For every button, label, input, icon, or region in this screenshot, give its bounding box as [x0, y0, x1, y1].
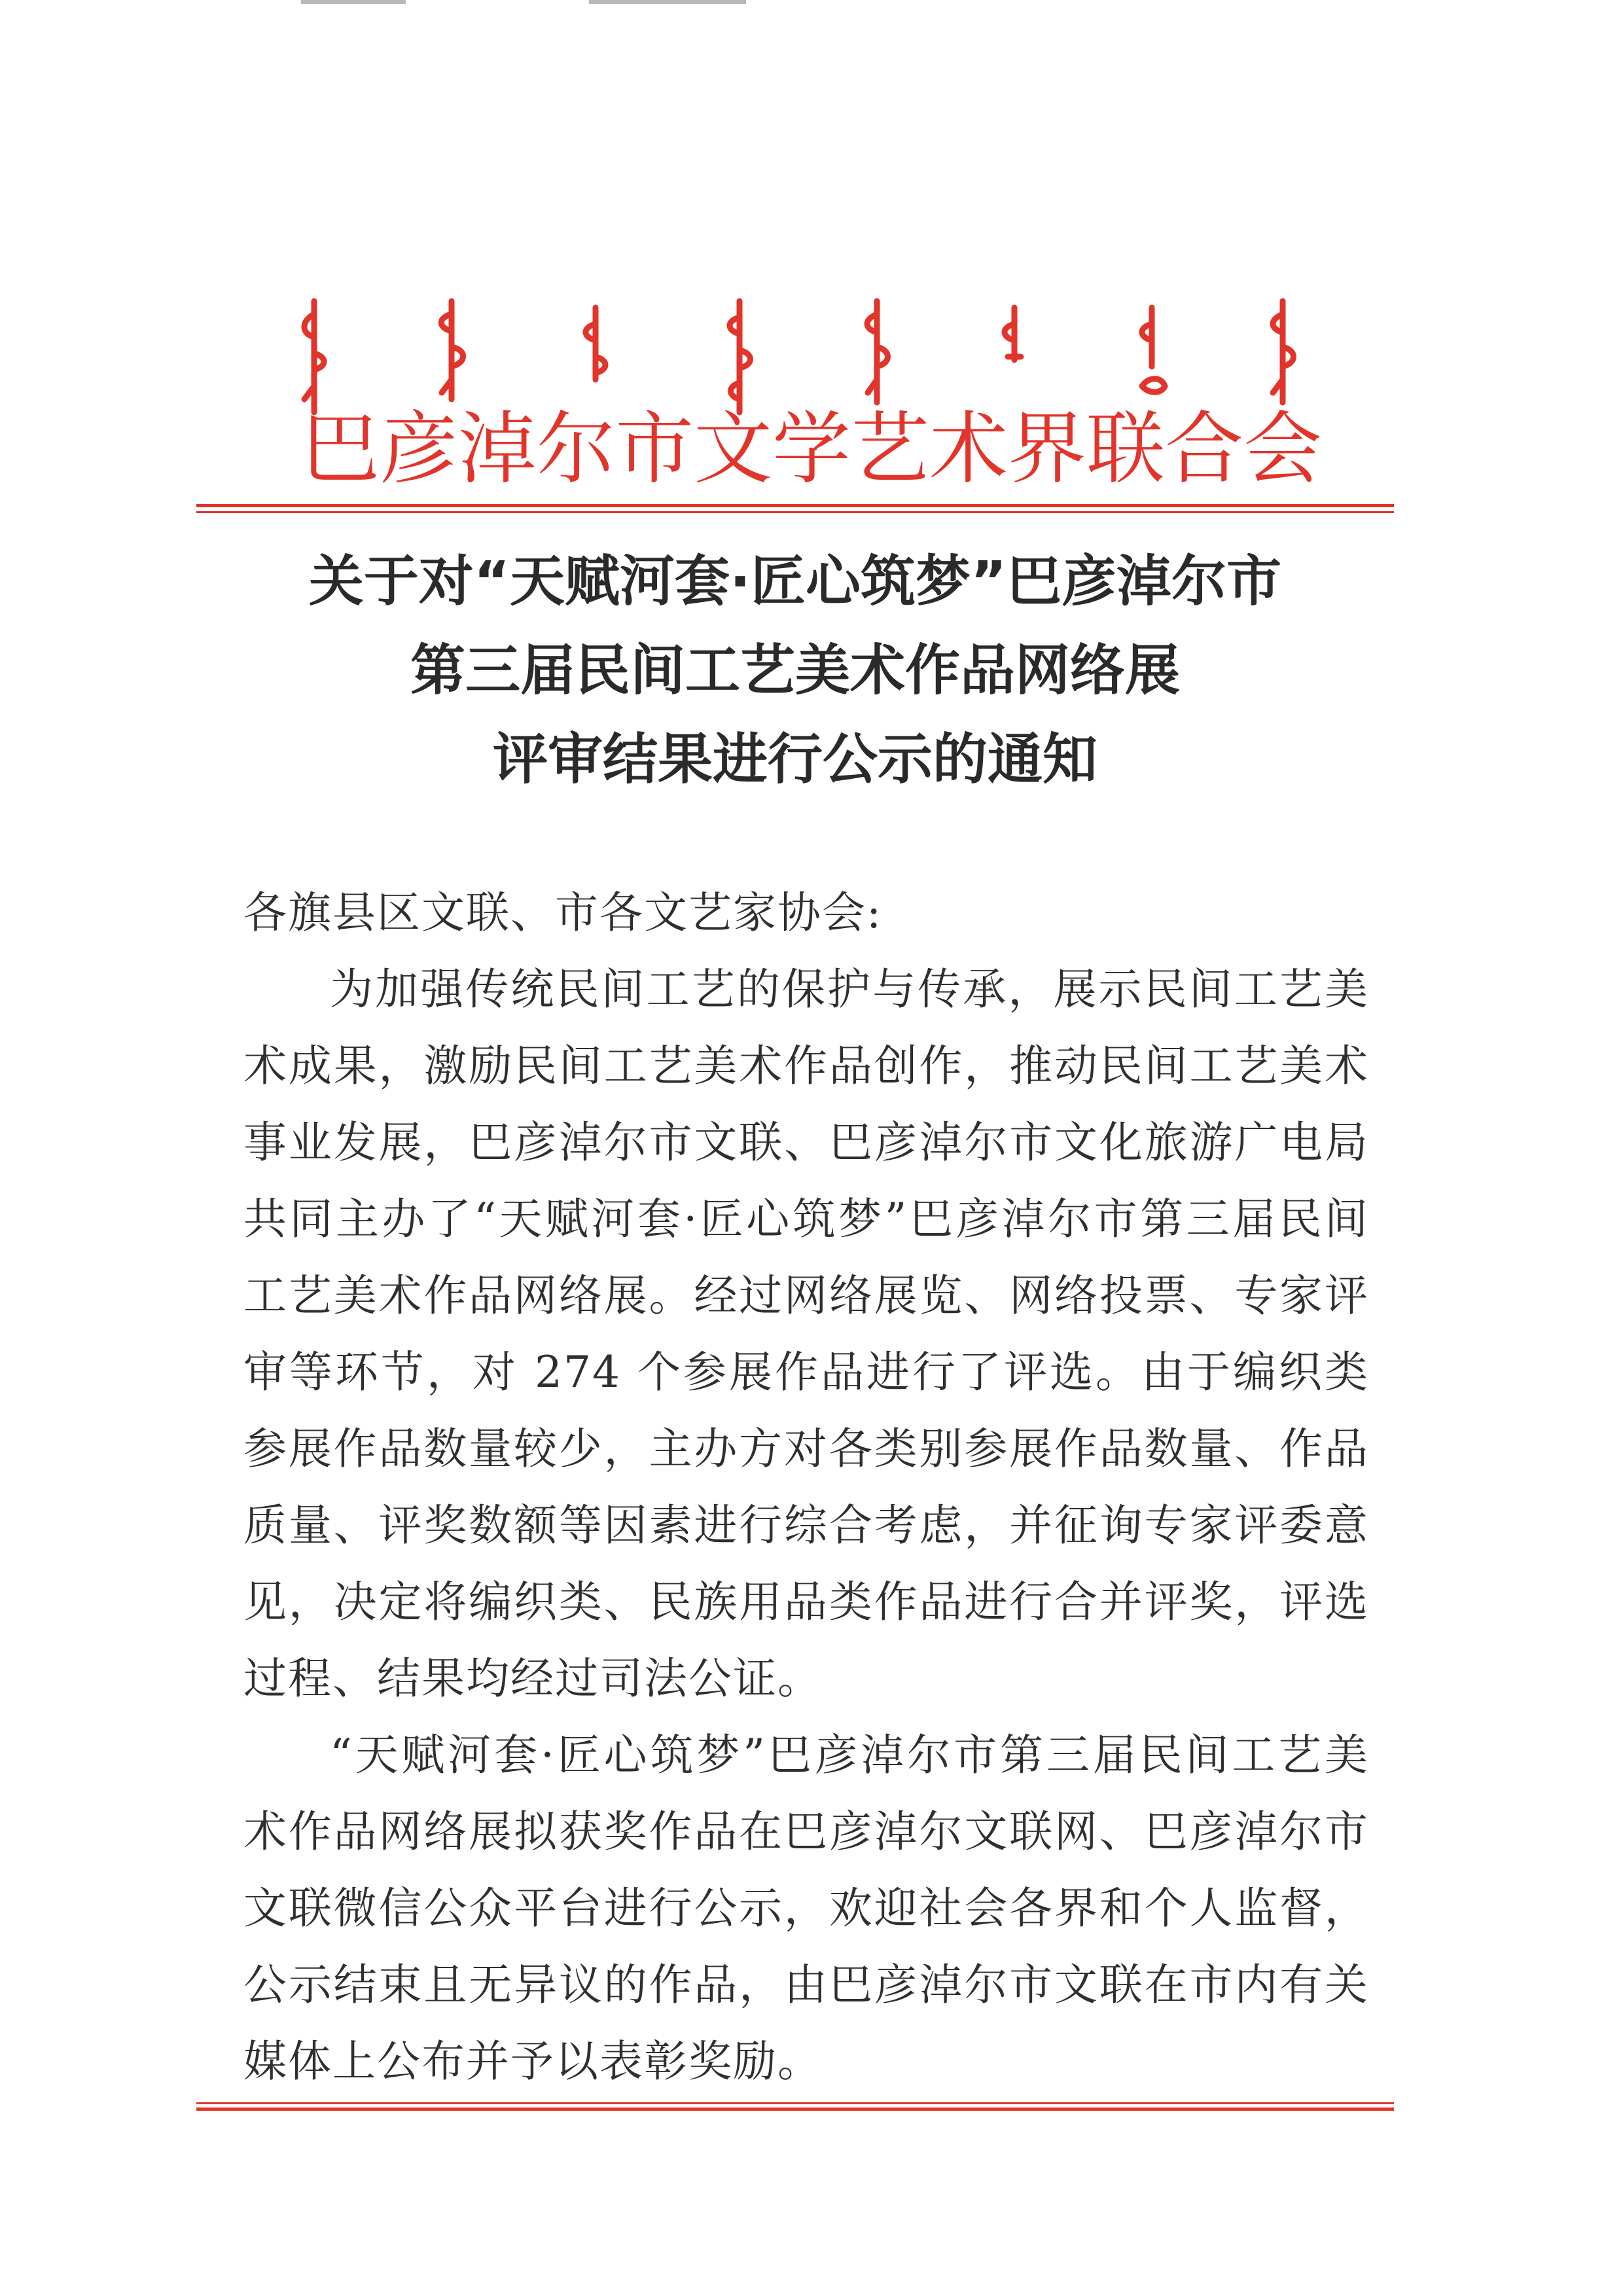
letterhead-top-rule — [196, 504, 1394, 514]
scan-artifact-left — [301, 0, 406, 4]
paragraph-1: 为加强传统民间工艺的保护与传承，展示民间工艺美术成果，激励民间工艺美术作品创作，推动民间工艺美术事业发展，巴彦淖尔市文联、巴彦淖尔市文化旅游广电局共同主办了“天赋河套·匠心筑梦”巴彦淖尔市第三届民间工艺美术作品网络展。经过网络展览、网络投票、专家评审等环节，对 274 个参展作品进行了评选。由于编织类参展作品数量较少，主办方对各类别参展作品数量、作品质量、评奖数额等因素进行综合考虑，并征询专家评委意见，决定将编织类、民族用品类作品进行合并评奖，评选过程、结果均经过司法公证。 — [243, 964, 1369, 1704]
title-line-2: 第三届民间工艺美术作品网络展 — [410, 638, 1180, 702]
mongolian-org-name — [288, 288, 1309, 419]
document-title — [196, 537, 1394, 804]
salutation: 各旗县区文联、市各文艺家协会: — [243, 888, 883, 938]
paragraph-2: “天赋河套·匠心筑梦”巴彦淖尔市第三届民间工艺美术作品网络展拟获奖作品在巴彦淖尔文联网、巴彦淖尔市文联微信公众平台进行公示，欢迎社会各界和个人监督，公示结束且无异议的作品，由巴彦淖尔市文联在市内有关媒体上公布并予以表彰奖励。 — [243, 1730, 1369, 2087]
letterhead-bottom-rule — [196, 2102, 1394, 2113]
title-line-3: 评审结果进行公示的通知 — [492, 727, 1097, 791]
title-line-1: 关于对“天赋河套·匠心筑梦”巴彦淖尔市 — [308, 549, 1282, 613]
document-body — [243, 874, 1369, 2100]
scan-artifact-center — [589, 0, 746, 4]
letterhead-org-name: 巴彦淖尔市文学艺术界联合会 — [301, 404, 1322, 495]
